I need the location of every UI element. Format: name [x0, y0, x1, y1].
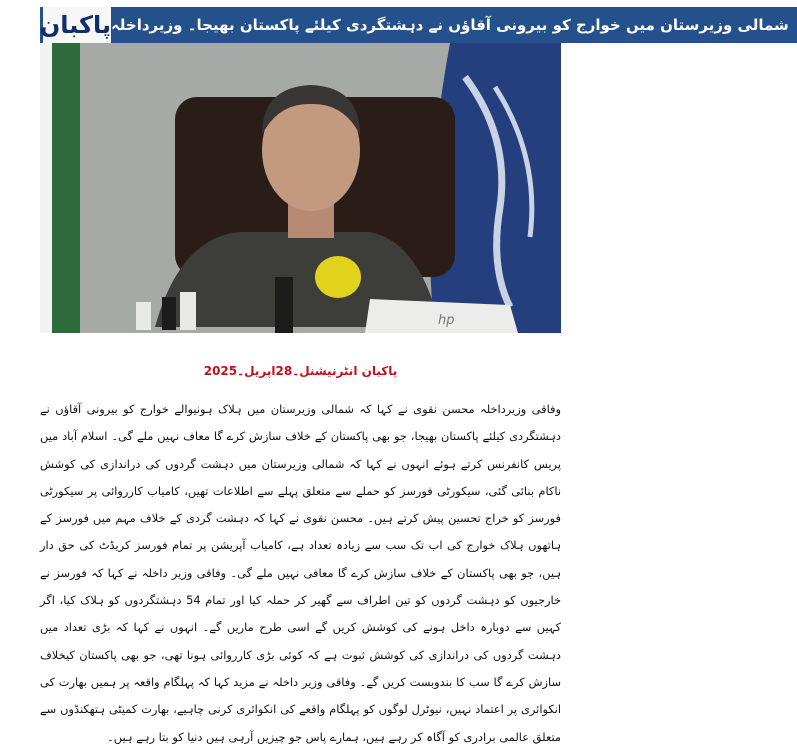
press-conference-image [40, 7, 561, 333]
flag-white-stripe [40, 43, 52, 333]
microphone-1 [136, 302, 151, 330]
dateline: پاکبان انٹرنیشنل۔28اپریل۔2025 [203, 364, 398, 378]
news-photo [39, 7, 789, 333]
microphone-logo [315, 256, 361, 298]
article-body: وفاقی وزیرداخلہ محسن نقوی نے کہا کہ شمالی وزیرستان میں ہلاک ہونیوالے خوارج کو بیرونی آقاؤں نے دہشتگردی کیلئے پاکستان بھیجا، جو بھی پاکستان کے خلاف سازش کرے گا معاف نہیں ملے گی۔ اسلام آباد میں پریس کانفرنس کرتے ہوئے انہوں نے کہا کہ شمالی وزیرستان میں دہشت گردوں کی دراندازی کی کوشش ناکام بنائی گئی، سیکورٹی فورسز کو حملے سے متعلق پہلے سے اطلاعات تھیں، کامیاب کارروائی پر سیکورٹی فورسز کو خراج تحسین پیش کرتے ہیں۔ محسن نقوی نے کہا کہ دہشت گردی کے خلاف مہم میں فورسز کے ہاتھوں ہلاک خوارج کی اب تک سب سے زیادہ تعداد ہے، کامیاب آپریشن پر تمام فورسز کریڈٹ کی حق دار ہیں، جو بھی پاکستان کے خلاف سازش کرے گا معافی نہیں ملے گی۔ وفاقی وزیر داخلہ نے کہا کہ فورسز نے خارجیوں کو دہشت گردوں کو تین اطراف سے گھیر کر حملہ کیا اور تمام 54 دہشتگردوں کو ہلاک کیا، اگر کہیں سے دوبارہ داخل ہونے کی کوشش کریں گے اسی طرح ماریں گے۔ انہوں نے کہا کہ بڑی تعداد میں دہشت گردوں کی دراندازی کی کوشش ثبوت ہے کہ کوئی بڑی کارروائی ہونا تھی، جو بھی پاکستان کیخلاف سازش کرے گا سب کا بندوبست کریں گے۔ وفاقی وزیر داخلہ نے مزید کہا کہ پہلگام واقعہ پر ہمیں بھارت کی انکوائری پر اعتماد نہیں، نیوٹرل لوگوں کو پہلگام واقعے کی انکوائری کرنی چاہیے، بھارت کمیٹی ہتھکنڈوں سے متعلق عالمی برادری کو آگاہ کر رہے ہیں، ہمارے پاس جو چیزیں آرہی ہیں دنیا کو بتا رہے ہیں۔ [40, 402, 561, 744]
laptop-logo: hp [438, 313, 455, 328]
microphone-3 [180, 292, 196, 330]
microphone-2 [162, 297, 176, 330]
headline-text: شمالی وزیرستان میں خوارج کو بیرونی آقاؤں نے دہشتگردی کیلئے پاکستان بھیجا۔ وزیرداخلہ [111, 7, 797, 43]
headline-bar [39, 7, 789, 43]
microphone-4 [275, 277, 293, 333]
brand-logo: پاکبان [40, 7, 111, 43]
